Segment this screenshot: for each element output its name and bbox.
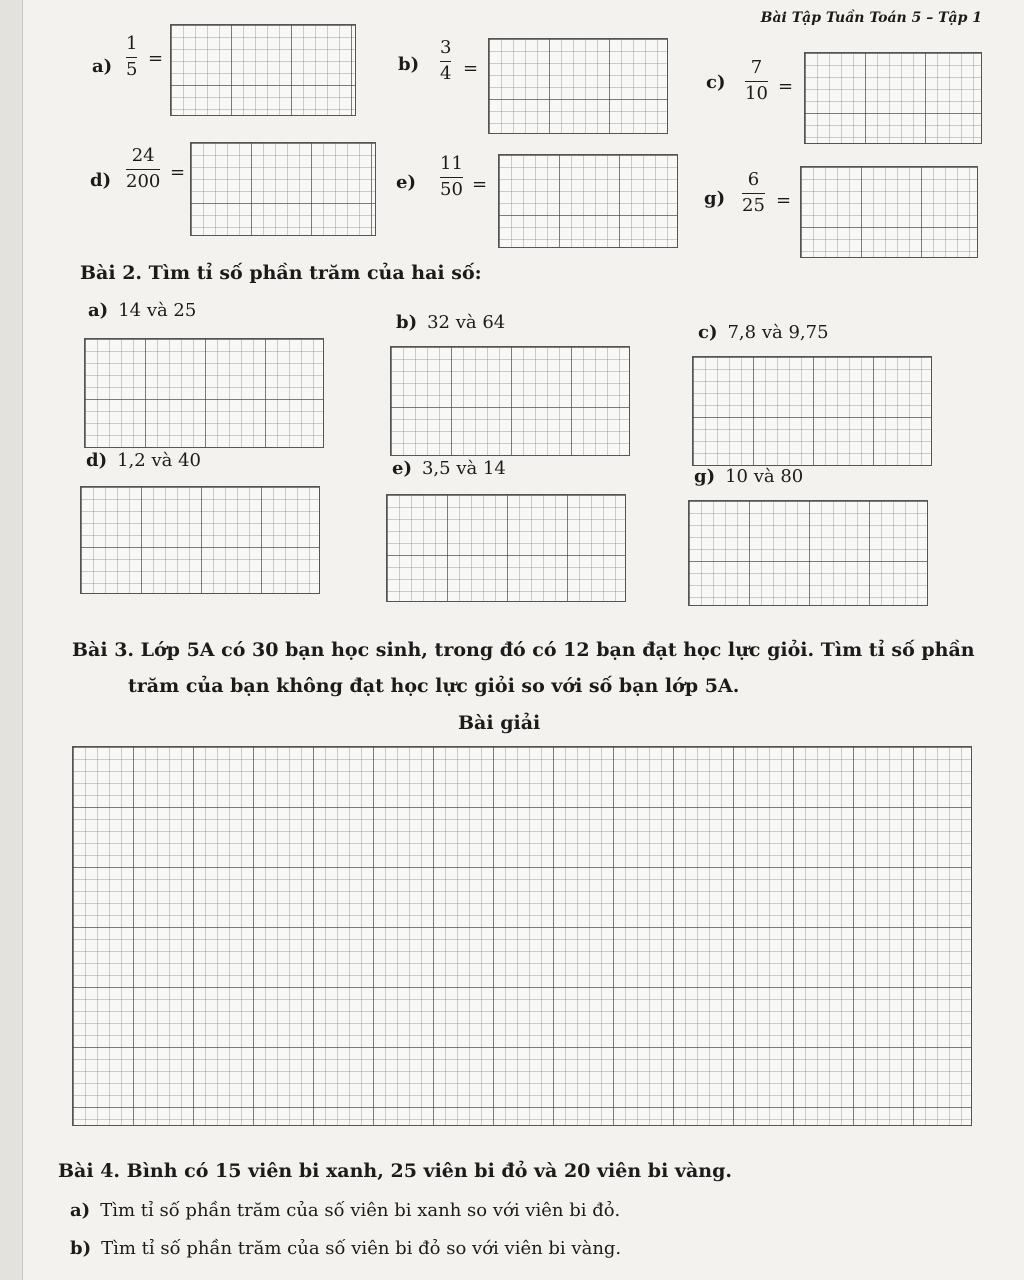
bai2-g-answer-grid[interactable] — [688, 500, 928, 606]
bai1-b-answer-grid[interactable] — [488, 38, 668, 134]
bai2-g — [694, 466, 803, 487]
equals-sign: = — [776, 190, 792, 211]
bai2-e-answer-grid[interactable] — [386, 494, 626, 602]
bai4-b — [70, 1238, 621, 1259]
bai4-b-text: Tìm tỉ số phần trăm của số viên bi đỏ so với viên bi vàng. — [101, 1238, 622, 1259]
bai2-b-label: b) — [396, 312, 418, 333]
fraction-bar — [440, 177, 463, 178]
bai3-line2: trăm của bạn không đạt học lực giỏi so với số bạn lớp 5A. — [128, 675, 740, 697]
bai1-b-label: b) — [398, 54, 420, 75]
equals-sign: = — [148, 48, 164, 69]
bai1-a-label: a) — [92, 56, 113, 77]
bai1-e-fraction — [440, 154, 463, 200]
fraction-bar — [126, 57, 137, 58]
bai1-g-label: g) — [704, 188, 726, 209]
bai1-c-label: c) — [706, 72, 726, 93]
bai2-e — [392, 458, 506, 479]
fraction-bar — [742, 193, 765, 194]
bai2-b-answer-grid[interactable] — [390, 346, 630, 456]
bai2-d — [86, 450, 201, 471]
bai2-d-answer-grid[interactable] — [80, 486, 320, 594]
bai1-c-fraction — [745, 58, 768, 104]
bai1-d-answer-grid[interactable] — [190, 142, 376, 236]
denominator: 5 — [126, 58, 138, 80]
bai4-a-label: a) — [70, 1200, 91, 1221]
bai3-solution-title: Bài giải — [458, 712, 541, 734]
bai1-c-answer-grid[interactable] — [804, 52, 982, 144]
bai2-a — [88, 300, 196, 321]
bai2-c — [698, 322, 829, 343]
bai1-g-answer-grid[interactable] — [800, 166, 978, 258]
fraction-bar — [745, 81, 768, 82]
numerator: 3 — [440, 37, 452, 58]
bai2-a-answer-grid[interactable] — [84, 338, 324, 448]
bai1-e-answer-grid[interactable] — [498, 154, 678, 248]
bai1-d-label: d) — [90, 170, 112, 191]
denominator: 4 — [440, 62, 452, 84]
denominator: 200 — [126, 170, 161, 192]
bai2-e-label: e) — [392, 458, 412, 479]
page-edge — [0, 0, 23, 1280]
denominator: 50 — [440, 178, 463, 200]
bai4-b-label: b) — [70, 1238, 92, 1259]
bai1-e-label: e) — [396, 172, 416, 193]
equals-sign: = — [463, 58, 479, 79]
denominator: 10 — [745, 82, 768, 104]
numerator: 6 — [747, 169, 760, 190]
bai1-a-fraction — [126, 34, 137, 80]
bai4-a — [70, 1200, 620, 1221]
bai2-c-text: 7,8 và 9,75 — [727, 322, 829, 343]
bai4-title: Bài 4. Bình có 15 viên bi xanh, 25 viên bi đỏ và 20 viên bi vàng. — [58, 1160, 732, 1182]
bai2-a-text: 14 và 25 — [118, 300, 197, 321]
equals-sign: = — [472, 174, 488, 195]
fraction-bar — [126, 169, 160, 170]
equals-sign: = — [170, 162, 186, 183]
fraction-bar — [440, 61, 451, 62]
numerator: 1 — [126, 33, 138, 54]
bai2-d-label: d) — [86, 450, 108, 471]
bai3-problem — [72, 632, 992, 704]
denominator: 25 — [742, 194, 765, 216]
bai2-b — [396, 312, 505, 333]
bai2-b-text: 32 và 64 — [427, 312, 506, 333]
bai1-b-fraction — [440, 38, 451, 84]
bai2-c-label: c) — [698, 322, 718, 343]
bai1-a-answer-grid[interactable] — [170, 24, 356, 116]
bai1-g-fraction — [742, 170, 765, 216]
equals-sign: = — [778, 76, 794, 97]
page-header: Bài Tập Tuần Toán 5 – Tập 1 — [760, 10, 982, 26]
bai2-title: Bài 2. Tìm tỉ số phần trăm của hai số: — [80, 262, 482, 284]
bai3-solution-grid[interactable] — [72, 746, 972, 1126]
bai1-d-fraction — [126, 146, 160, 192]
bai2-g-text: 10 và 80 — [725, 466, 804, 487]
bai2-c-answer-grid[interactable] — [692, 356, 932, 466]
bai2-g-label: g) — [694, 466, 716, 487]
bai3-line1: Bài 3. Lớp 5A có 30 bạn học sinh, trong đó có 12 bạn đạt học lực giỏi. Tìm tỉ số phần — [72, 639, 975, 661]
bai2-d-text: 1,2 và 40 — [117, 450, 201, 471]
numerator: 24 — [131, 145, 155, 166]
bai2-a-label: a) — [88, 300, 109, 321]
bai4-a-text: Tìm tỉ số phần trăm của số viên bi xanh so với viên bi đỏ. — [100, 1200, 621, 1221]
numerator: 11 — [440, 153, 463, 174]
numerator: 7 — [750, 57, 763, 78]
bai2-e-text: 3,5 và 14 — [421, 458, 506, 479]
